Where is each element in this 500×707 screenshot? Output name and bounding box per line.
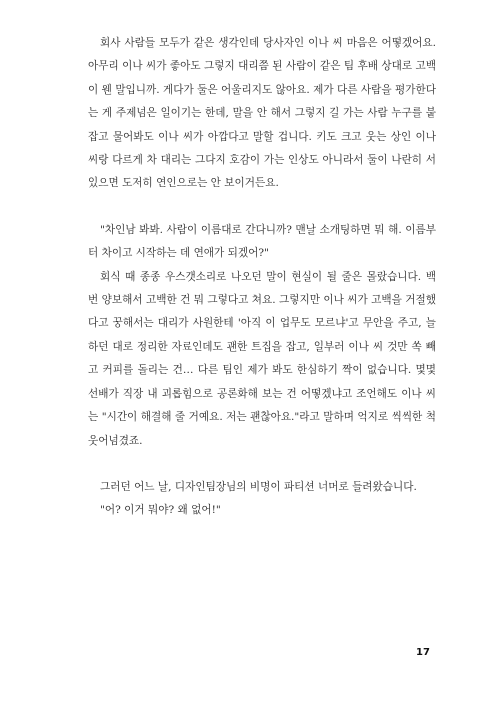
paragraph: 회식 때 종종 우스갯소리로 나오던 말이 현실이 될 줄은 몰랐습니다. 백 번 양보해서 고백한 건 뭐 그렇다고 쳐요. 그렇지만 이나 씨가 고백을 거절했다고 꿍해서는 대리가 사원한테 '아직 이 업무도 모르냐'고 무안을 주고, 늘 하던 대로 정리한 자료인데도 괜한 트집을 잡고, 일부러 이나 씨 것만 쏙 빼고 커피를 돌리는 건… 다른 팀인 제가 봐도 한심하기 짝이 없습니다. 몇몇 선배가 직장 내 괴롭힘으로 공론화해 보는 건 어떻겠냐고 조언해도 이나 씨는 "시간이 해결해 줄 거예요. 저는 괜찮아요."라고 말하며 억지로 씩씩한 척 웃어넘겼죠. [88, 270, 436, 447]
paragraph: 회사 사람들 모두가 같은 생각인데 당사자인 이나 씨 마음은 어떻겠어요. 아무리 이나 씨가 좋아도 그렇지 대리쯤 된 사람이 같은 팀 후배 상대로 고백이 웬 말입니까. 게다가 둘은 어울리지도 않아요. 제가 다른 사람을 평가한다는 게 주제넘은 일이기는 한데, 말을 안 해서 그렇지 길 가는 사람 누구를 붙잡고 물어봐도 이나 씨가 아깝다고 말할 겁니다. 키도 크고 웃는 상인 이나 씨랑 다르게 차 대리는 그다지 호감이 가는 인상도 아니라서 둘이 나란히 서 있으면 도저히 연인으로는 안 보이거든요. [88, 37, 436, 190]
page-number: 17 [416, 647, 430, 658]
dialogue-paragraph: "어? 이거 뭐야? 왜 없어!" [100, 504, 221, 517]
dialogue-paragraph: "차인남 봐봐. 사람이 이름대로 간다니까? 맨날 소개팅하면 뭐 해. 이름부터 차이고 시작하는 데 연애가 되겠어?" [88, 223, 436, 260]
paragraph: 그러던 어느 날, 디자인팀장님의 비명이 파티션 너머로 들려왔습니다. [100, 480, 417, 493]
body-text [88, 32, 436, 523]
